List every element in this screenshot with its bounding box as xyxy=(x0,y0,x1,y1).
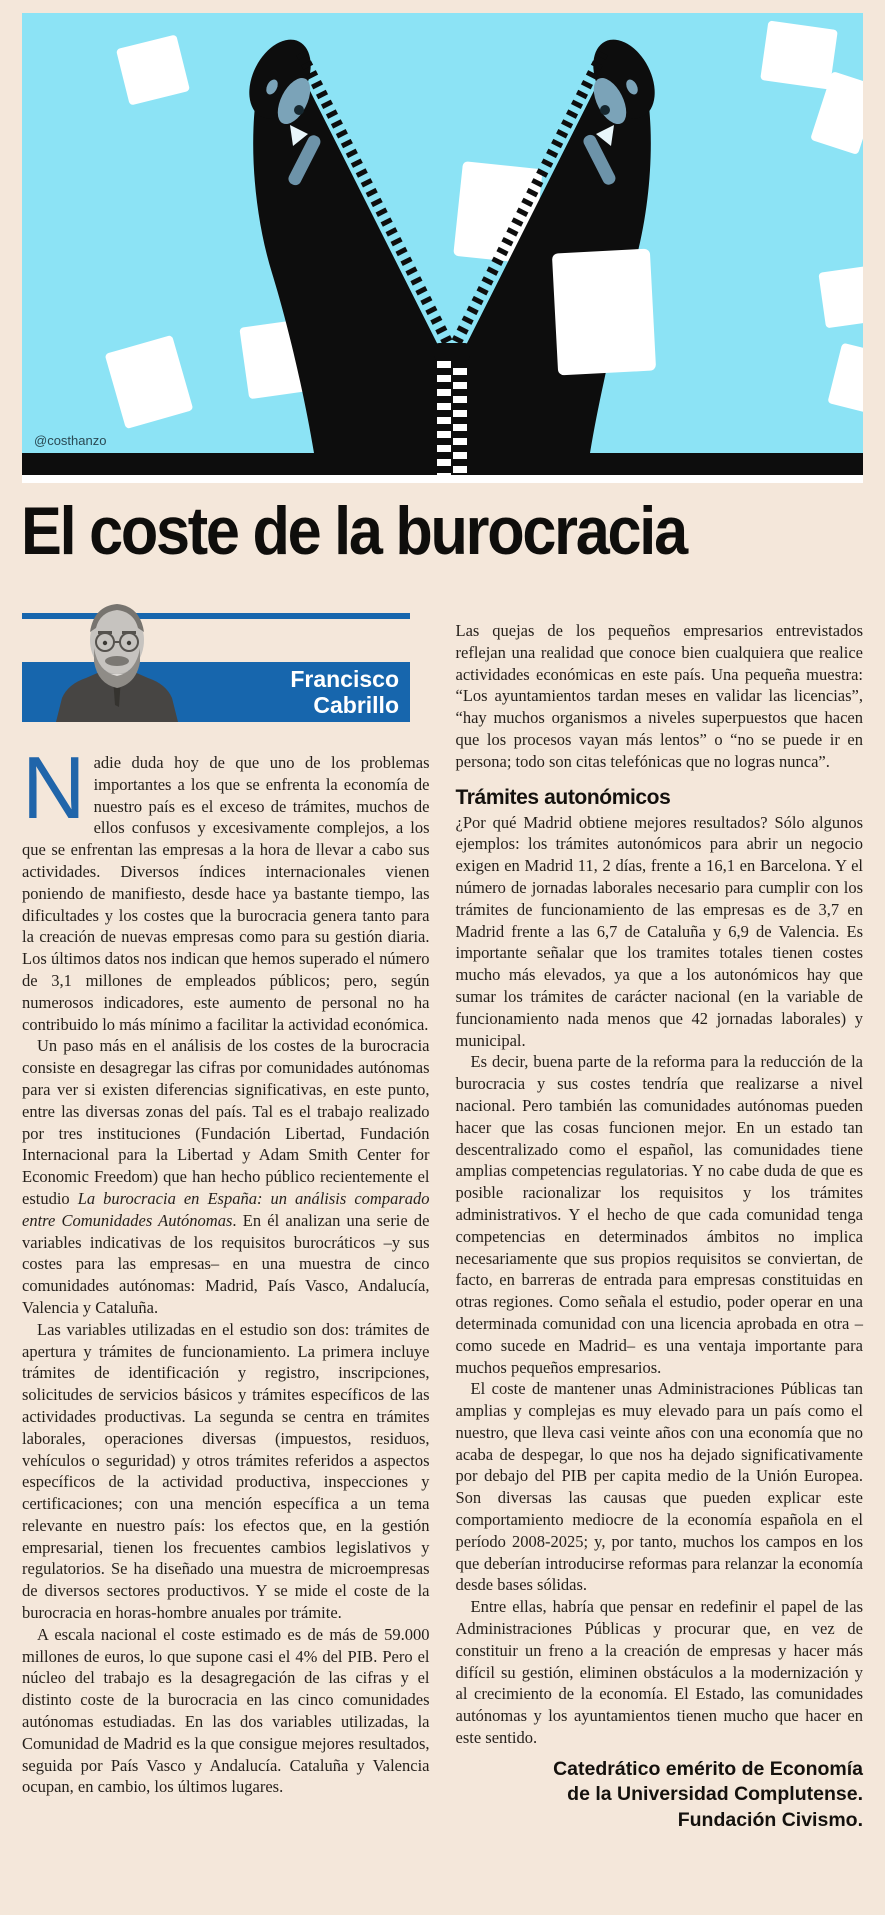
paragraph-text: adie duda hoy de que uno de los problemas importantes a los que se enfrenta la economía de nuestro país es el exceso de trámites, muchos de ellos confusos y excesivamente complejos, a los que se enfrentan las empresas a la hora de llevar a cabo sus actividades. Diversos índices internacionales vienen poniendo de manifiesto, desde hace ya bastante tiempo, las dificultades y los costes que la burocracia genera tanto para la creación de nuevas empresas como para su gestión diaria. Los últimos datos nos indican que hemos superado el número de 3,1 millones de empleados públicos; pero, según numerosos indicadores, este aumento de personal no ha contribuido lo más mínimo a facilitar la actividad económica. xyxy=(22,753,430,1034)
flying-paper-front xyxy=(552,249,656,376)
section-subhead: Trámites autonómicos xyxy=(455,785,671,809)
paragraph: A escala nacional el coste estimado es de más de 59.000 millones de euros, lo que supone casi el 4% del PIB. Pero el núcleo del trabajo es la desagregación de las cifras y el distinto coste de la burocracia en las cinco comunidades autónomas estudiadas. En las dos variables utilizadas, la Comunidad de Madrid es la que consigue mejores resultados, seguida por País Vasco y Andalucía. Cataluña y Valencia ocupan, en cambio, los últimos lugares. xyxy=(22,1624,430,1797)
author-credit xyxy=(456,1757,864,1834)
paragraph xyxy=(22,1035,430,1318)
paragraph: ¿Por qué Madrid obtiene mejores resultados? Sólo algunos ejemplos: los trámites autonómicos para abrir un negocio exigen en Madrid 11, 2 días, frente a 16,1 en Barcelona. Y el número de jornadas laborales necesario para cumplir con los trámites de funcionamiento de las empresas es de 3,7 en Madrid frente a las 6,7 de Cataluña y 6,9 de Valencia. Es importante señalar que los tramites totales tienen costes mucho más elevados, ya que a los autonómicos hay que sumar los trámites de carácter nacional (en la variable de funcionamiento nada menos que 42 jornadas laborales) y municipal. xyxy=(455,812,863,1050)
byline xyxy=(290,666,399,718)
paragraph-text: . En él analizan una serie de variables indicativas de los requisitos burocráticos –y sus costes para las empresas– en una muestra de cinco comunidades autónomas: Madrid, País Vasco, Andalucía, Valencia y Cataluña. xyxy=(22,1210,430,1317)
paragraph: El coste de mantener unas Administraciones Públicas tan amplias y complejas es muy elevado para un país como el nuestro, que lleva casi veinte años con una economía que no acaba de despegar, lo que nos ha dejado significativamente por debajo del PIB per capita medio de la Unión Europea. Son diversas las causas que pueden explicar este comportamiento mediocre de la economía española en el período 2008-2025; y, por tanto, muchos los campos en los que deberían introducirse reformas para relanzar la economía desde bases sólidas. xyxy=(455,1379,863,1595)
paragraph: Las variables utilizadas en el estudio son dos: trámites de apertura y trámites de funcionamiento. La primera incluye trámites de identificación y registro, inscripciones, solicitudes de servicios básicos y trámites específicos de las actividades productivas. La segunda se centra en trámites laborales, operaciones diversas (impuestos, residuos, vehículos o seguridad) y otros trámites referidos a aspectos específicos de la actividad productiva, inspecciones y certificaciones; con una mención específica a un tema relevante en nuestro país: los efectos que, en la gestión empresarial, tienen los frecuentes cambios legislativos y regulatorios. Se ha diseñado una muestra de microempresas de diversos sectores productivos. Y se mide el coste de la burocracia en horas-hombre anuales por trámite. xyxy=(22,1319,430,1623)
drop-cap: N xyxy=(22,738,86,837)
paragraph: Es decir, buena parte de la reforma para la reducción de la burocracia y sus costes tendría que realizarse a nivel nacional. Pero también las comunidades autónomas pueden hacer que las cosas funcionen mejor. En un estado tan descentralizado como el español, las comunidades tiene amplias competencias regulatorias. Y no cabe duda de que es posible racionalizar los requisitos y los trámites administrativos. Y el hecho de que cada comunidad tenga competencias en determinados ámbitos no implica necesariamente que sus propios requisitos se conviertan, de facto, en barreras de entrada para empresas constituidas en otras regiones. Como señala el estudio, poder operar en una determinada comunidad con una licencia aprobada en otra –como sucede en Madrid– es una ventaja importante para muchos pequeños empresarios. xyxy=(455,1052,863,1377)
illustration-bottom-band xyxy=(22,475,863,483)
paragraph: Las quejas de los pequeños empresarios entrevistados reflejan una realidad que conoce bien cualquiera que realice actividades económicas en este país. Una pequeña muestra: “Los ayuntamientos tardan meses en validar las licencias”, “hay muchos organismos a niveles superpuestos que hacen que los procesos vayan más lentos” o “no se puede ir en persona; todo son citas telefónicas que no logras nunca”. xyxy=(455,621,863,771)
left-man-glasses xyxy=(294,105,304,115)
mustache xyxy=(105,656,129,666)
closed-zipper xyxy=(434,343,470,475)
illustration-credit: @costhanzo xyxy=(34,433,107,448)
credit-line: Catedrático emérito de Economía xyxy=(553,1757,863,1780)
author-block xyxy=(22,613,410,722)
author-photo xyxy=(52,598,182,722)
author-last-name: Cabrillo xyxy=(313,692,399,718)
left-column xyxy=(22,613,430,1833)
right-eye xyxy=(127,641,131,645)
article-body xyxy=(0,613,885,1833)
author-first-name: Francisco xyxy=(290,666,399,692)
right-man-glasses xyxy=(600,105,610,115)
paragraph: Entre ellas, habría que pensar en redefinir el papel de las Administraciones Públicas y procurar que, en vez de constituir un freno a la creación de empresas y hacer más difícil su gestión, eliminen obstáculos a la modernización y al crecimiento de la economía. El Estado, las comunidades autónomas y los ayuntamientos tienen mucho que hacer en este sentido. xyxy=(455,1597,863,1748)
zipper-men-illustration xyxy=(22,13,863,475)
zipper-slider xyxy=(434,343,470,361)
credit-line: de la Universidad Complutense. xyxy=(567,1783,863,1806)
credit-line: Fundación Civismo. xyxy=(677,1808,863,1831)
paragraph xyxy=(22,738,430,1035)
right-column xyxy=(456,613,864,1833)
paragraph-text: Un paso más en el análisis de los costes de la burocracia consiste en desagregar las cifras por comunidades autónomas para ver si existen diferencias significativas, en este punto, entre las diversas zonas del país. Tal es el trabajo realizado por tres instituciones (Fundación Libertad, Fundación Internacional para la Libertad y Adam Smith Center for Economic Freedom) que han hecho público recientemente el estudio xyxy=(22,1036,430,1208)
headline: El coste de la burocracia xyxy=(21,493,686,569)
left-eye xyxy=(103,641,107,645)
study-title: La burocracia en España: un análisis comparado entre Comunidades Autónomas xyxy=(22,1188,430,1230)
